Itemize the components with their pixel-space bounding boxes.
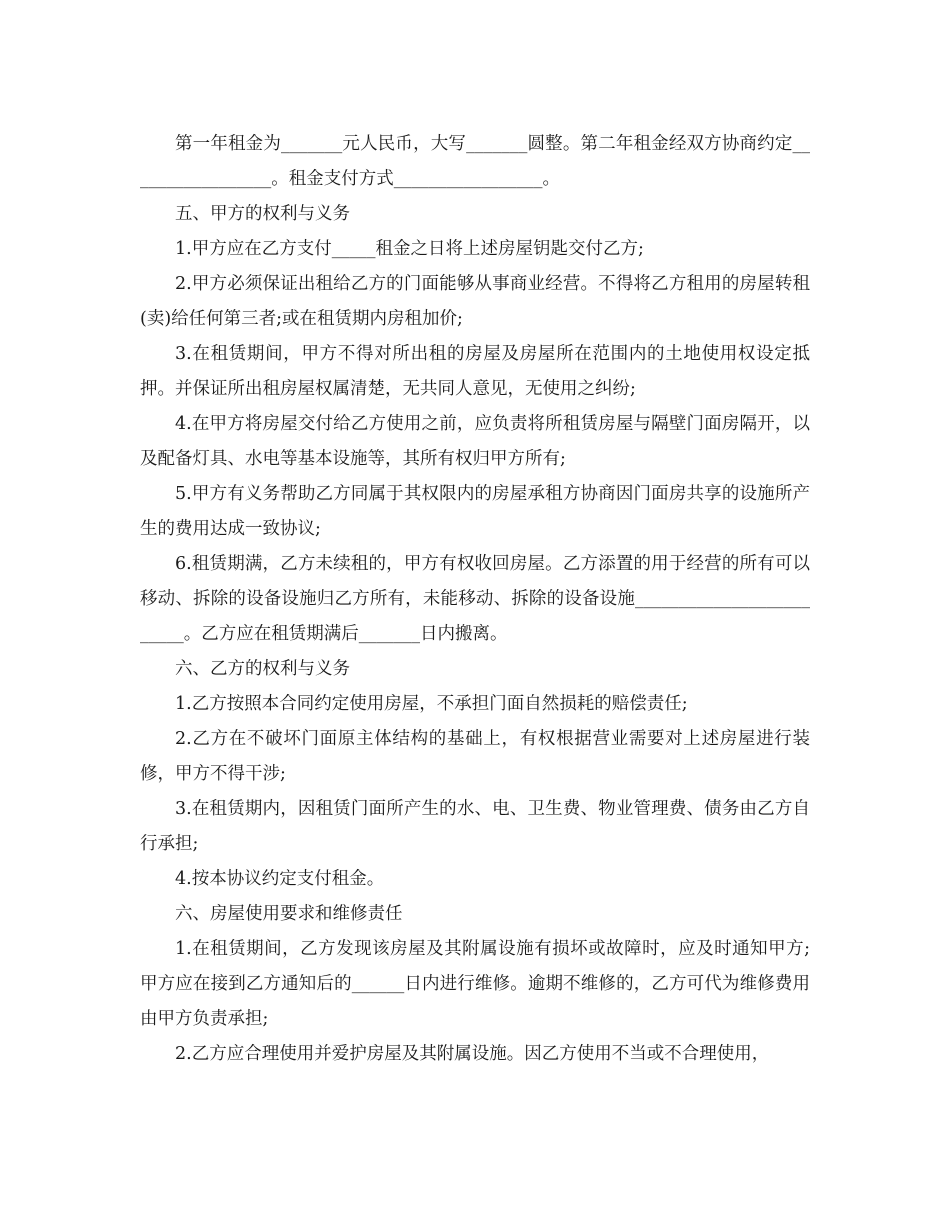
clause-b-2: 2.乙方在不破坏门面原主体结构的基础上，有权根据营业需要对上述房屋进行装修，甲方不得干涉; <box>140 729 810 784</box>
section-heading-party-a-rights: 五、甲方的权利与义务 <box>175 204 350 224</box>
clause-a-6: 6.租赁期满，乙方未续租的，甲方有权收回房屋。乙方添置的用于经营的所有可以移动、拆除的设备设施归乙方所有，未能移动、拆除的设备设施_________________________。乙方应在租赁期满后_______日内搬离。 <box>140 554 810 644</box>
clause-m-2: 2.乙方应合理使用并爱护房屋及其附属设施。因乙方使用不当或不合理使用， <box>175 1044 770 1064</box>
section-heading-party-b-rights: 六、乙方的权利与义务 <box>175 659 350 679</box>
clause-m-1: 1.在租赁期间，乙方发现该房屋及其附属设施有损坏或故障时，应及时通知甲方;甲方应在接到乙方通知后的______日内进行维修。逾期不维修的，乙方可代为维修费用由甲方负责承担; <box>140 939 810 1029</box>
clause-a-1: 1.甲方应在乙方支付_____租金之日将上述房屋钥匙交付乙方; <box>175 239 644 259</box>
clause-a-2: 2.甲方必须保证出租给乙方的门面能够从事商业经营。不得将乙方租用的房屋转租(卖)给任何第三者;或在租赁期内房租加价; <box>140 274 810 329</box>
paragraph-rent-amount: 第一年租金为_______元人民币，大写_______圆整。第二年租金经双方协商约定_________________。租金支付方式_________________。 <box>140 134 810 189</box>
clause-b-1: 1.乙方按照本合同约定使用房屋，不承担门面自然损耗的赔偿责任; <box>175 694 688 714</box>
section-heading-maintenance: 六、房屋使用要求和维修责任 <box>175 904 403 924</box>
clause-b-4: 4.按本协议约定支付租金。 <box>175 869 385 889</box>
clause-a-5: 5.甲方有义务帮助乙方同属于其权限内的房屋承租方协商因门面房共享的设施所产生的费用达成一致协议; <box>140 484 810 539</box>
clause-b-3: 3.在租赁期内，因租赁门面所产生的水、电、卫生费、物业管理费、债务由乙方自行承担; <box>140 799 810 854</box>
clause-a-4: 4.在甲方将房屋交付给乙方使用之前，应负责将所租赁房屋与隔壁门面房隔开，以及配备灯具、水电等基本设施等，其所有权归甲方所有; <box>140 414 810 469</box>
clause-a-3: 3.在租赁期间，甲方不得对所出租的房屋及房屋所在范围内的土地使用权设定抵押。并保证所出租房屋权属清楚，无共同人意见，无使用之纠纷; <box>140 344 810 399</box>
